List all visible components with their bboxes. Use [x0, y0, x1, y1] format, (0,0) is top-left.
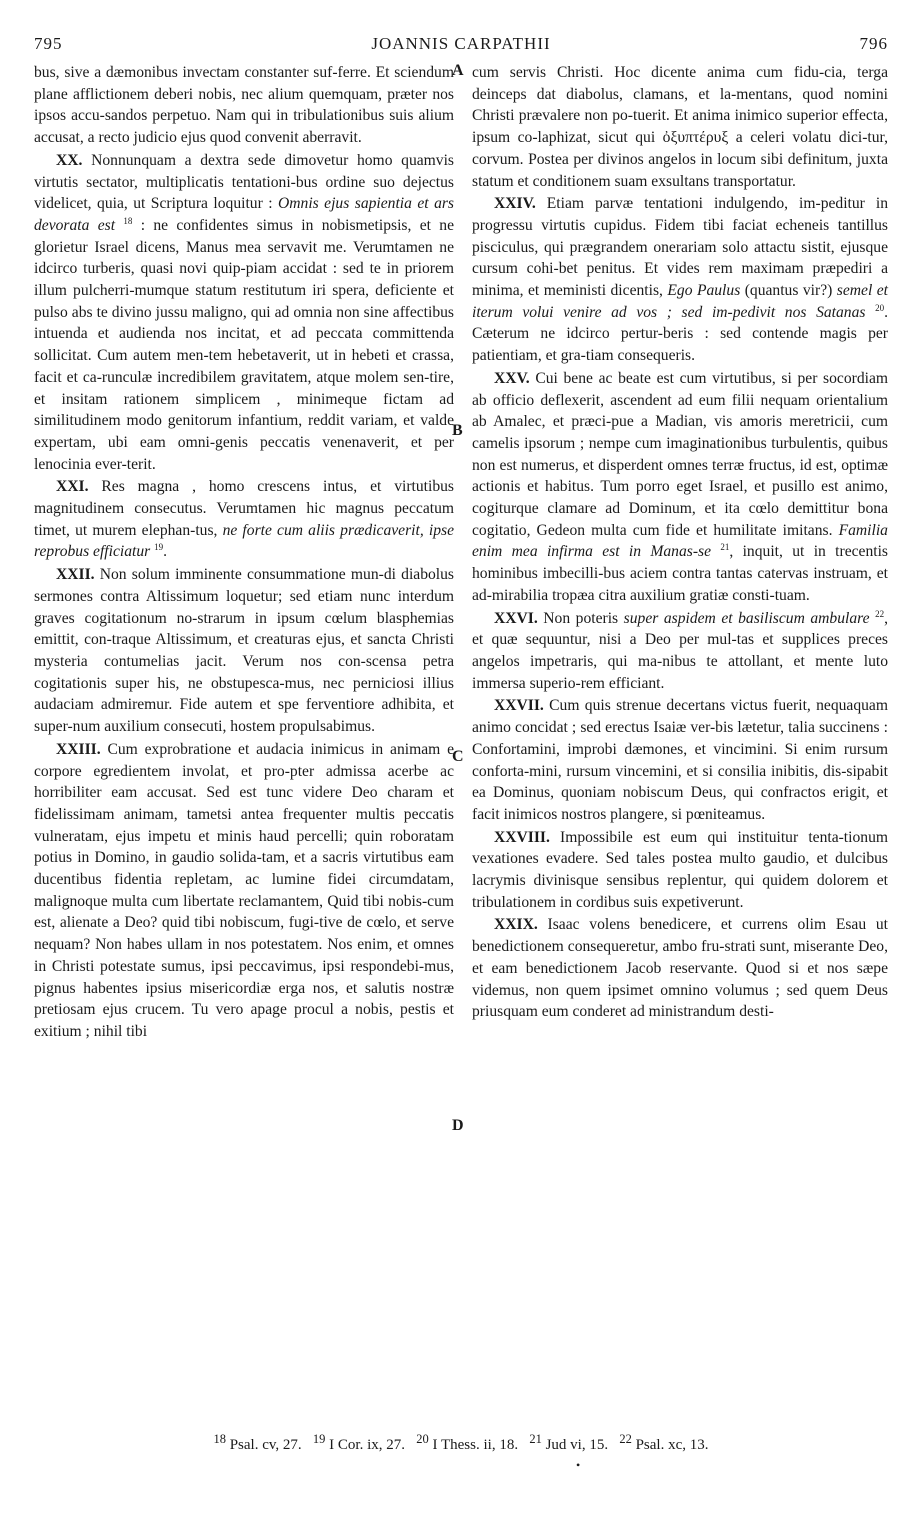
section-number: XXIV.	[494, 195, 536, 213]
paragraph-20: XX. Nonnunquam a dextra sede dimovetur homo quamvis virtutis sectator, multiplicatis tentationi-bus ordine suo dejectus videlicet, quia, ut Scriptura loquitur : Omnis ejus sapientia et ars devorata est $^{18}$ : ne confidentes simus in nobismetipsis, et ne glorietur Israel dicens, Manus mea servavit me. Verumtamen ne idcirco turberis, quasi novi quip-piam accidat : sed te in priorem illum pulcherri-mumque statum restitutum iri spera, deficiente et pulso abs te divino jussu maligno, qui ad omnia non sine affectibus intuenda et audienda nos incitat, et ad peccata committenda sollicitat. Cum autem men-tem hebetaverit, ut in hebeti et crassa, facit et ca-runculæ incredibilem gravitatem, atque molem sen-tire, et insitam rationem simplicem , minimeque fictam ad similitudinem modo genitorum infantium, reddit variam, et valde expertam, ubi eam omni-genis peccatis venenaverit, et per lenocinia ever-terit.	[34, 151, 454, 473]
page-number-right: 796	[859, 34, 888, 53]
footnotes	[34, 1432, 888, 1454]
footnote-number: 22	[619, 1432, 632, 1446]
trailing-mark: •	[576, 1458, 581, 1472]
footnote-number: 19	[312, 1432, 326, 1446]
section-number: XXII.	[56, 566, 95, 584]
footnote-text: Jud vi, 15.	[545, 1437, 609, 1453]
paragraph-25: XXV. Cui bene ac beate est cum virtutibus, si per socordiam ab officio deflexerit, ascendent ad eum filii nequam orientalium ab Amalec, et præci-pue a Madian, vis amoris meretricii, cum camelis ipsorum ; nempe cum imaginationibus turbulentis, quibus non est numerus, et disperdent omnes terræ fructus, id est, optimæ actionis et habitus. Tum porro eget Israel, et pusillo est animo, cogiturque clamare ad Dominum, et ita cœlo demittitur bona cogitatio, Gedeon multa cum fide et humilitate imitans. Familia enim mea infirma est in Manas-se $^{21}$, inquit, ut in trecentis hominibus imbecilli-bus aciem contra tantas catervas instruam, et ad-mirabilia tropæa citra auxilium gratiæ consti-tuam.	[472, 369, 888, 604]
paragraph-26: XXVI. Non poteris super aspidem et basiliscum ambulare $^{22}$, et quæ sequuntur, nisi a Deo per mul-tas et supplices preces angelos impetraris, qui ma-nibus te attollant, et mente luto immersa superio-rem efficiant.	[472, 608, 888, 692]
paragraph-28: XXVIII. Impossibile est eum qui instituitur tenta-tionum vexationes evadere. Sed tales postea multo gaudio, et dulcibus lacrymis divinisque sensibus replentur, qui quidem dolorem et tribulationem in cordibus suis expetiverunt.	[472, 828, 888, 911]
footnote-ref: 20	[875, 302, 885, 313]
margin-letter-d: D	[452, 1117, 464, 1134]
section-number: XXIII.	[56, 740, 101, 758]
left-column	[34, 62, 454, 1043]
footnote-text: Psal. xc, 13.	[635, 1437, 709, 1453]
paragraph-intro: bus, sive a dæmonibus invectam constanter suf-ferre. Et sciendum plane afflictionem deberi nobis, nec alium quemquam, præter nos ipsos accu-sandos perpetuo. Nam qui in tribulationibus suis alium accusat, a recto judicio ejus quod convenit aberravit.	[34, 64, 454, 147]
footnote-number: 18	[213, 1432, 226, 1446]
page-number-left: 795	[34, 34, 63, 53]
paragraph-22: XXII. Non solum imminente consummatione mun-di diabolus sermones contra Altissimum loquetur; sed etiam nunc interdum graves cogitationum no-strarum in ipsum cœlum blasphemias emittit, con-traque Altissimum, et creaturas ejus, et sancta Christi mysteria contumelias jacit. Verum nos con-scensa petra cogitationis super his, ne obstupesca-mus, nec perniciosi illius audaciam admiremur. Fide autem et spe ferventiore adhibita, et super-num auxilium consecuti, hostem propulsabimus.	[34, 566, 454, 736]
paragraph-21: XXI. Res magna , homo crescens intus, et virtutibus magnitudinem consecutus. Verumtamen hic magnus peccatum timet, ut murem elephan-tus, ne forte cum aliis prædicaverit, ipse reprobus efficiatur $^{19}$.	[34, 478, 455, 561]
paragraph-23: XXIII. Cum exprobratione et audacia inimicus in animam e corpore egredientem involat, et pro-pter admissa acerbe ac horribiliter eam accusat. Sed est tunc videre Deo charam et fidelissimam animam, tametsi antea frequenter multis peccatis vulneratam, ejus impetu et minis haud percelli; quin roboratam potius in Domino, in gaudio solida-tam, et a sacris virtutibus eam ducentibus fidentia repletam, ac lumine fidei circumdatam, malignoque multa cum libertate reclamantem, Quid tibi nobis-cum est, alienate a Deo? quid tibi nobiscum, fugi-tive de cœlo, et serve nequam? Non habes ullam in nos potestatem. Nos enim, et omnes in Christi potestate sumus, ipsi peccavimus, ipsi respondebi-mus, pignus habentes ipsius misericordiæ erga nos, et salutis nostræ pretiosam ejus crucem. Tu vero apage procul a nobis, pestis et exitium ; nihil tibi	[34, 740, 454, 1040]
footnote-number: 21	[529, 1432, 542, 1446]
section-number: XXV.	[494, 369, 530, 387]
paragraph-23-continued: cum servis Christi. Hoc dicente anima cum fidu-cia, terga deinceps dat diabolus, clamans, et la-mentans, quod nomini Christi prævalere non po-tuerit. Et anima inimico superior effecta, ipsum co-laphizat, sicut qui ὀξυπτέρυξ a celeri volatu dici-tur, corvum. Postea per divinos angelos in locum sibi definitum, juxta statum et conditionem suam exsultans transportatur.	[472, 64, 888, 190]
section-number: XX.	[56, 151, 83, 169]
footnote-ref: 21	[720, 542, 730, 553]
right-column	[472, 62, 888, 1023]
section-number: XXVIII.	[494, 828, 550, 846]
paragraph-29: XXIX. Isaac volens benedicere, et currens olim Esau ut benedictionem consequeretur, ambo fru-strati sunt, miserante Deo, et eam benedictionem Jacob reservante. Quod si et nos sæpe videmus, non quem ipsimet omnino volumus ; sed quem Deus priusquam eum conderet ad ministrandum desti-	[472, 916, 889, 1021]
footnote-ref: 18	[123, 215, 133, 226]
footnote-number: 20	[416, 1432, 429, 1446]
margin-letter-a: A	[452, 62, 464, 79]
section-number: XXVI.	[494, 609, 538, 627]
margin-letter-b: B	[452, 422, 463, 439]
section-number: XXI.	[56, 478, 89, 496]
paragraph-27: XXVII. Cum quis strenue decertans victus fuerit, nequaquam animo concidat ; sed erectus Isaiæ ver-bis lætetur, talia succinens : Confortamini, improbi dæmones, et vincimini. Si enim rursum conforta-mini, rursum vincemini, et si consilia inibitis, dis-sipabit ea Dominus, quoniam nobiscum Deus, qui confractos erigit, et facit inimicos nostros plangere, si pœniteamus.	[472, 697, 888, 823]
section-number: XXVII.	[494, 697, 544, 715]
footnote-text: I Thess. ii, 18.	[432, 1437, 519, 1453]
margin-letter-c: C	[452, 748, 464, 765]
section-number: XXIX.	[494, 916, 538, 934]
footnote-ref: 22	[875, 608, 885, 619]
paragraph-24: XXIV. Etiam parvæ tentationi indulgendo, im-peditur in progressu virtutis cupidus. Fidem tibi faciat echeneis tantillus pisciculus, qui prægrandem onerariam solo attactu sistit, ejusque cursum cohi-bet penitus. Et vides rem maximam præpediri a minima, et meministi dicentis, Ego Paulus (quantus vir?) semel et iterum volui venire ad vos ; sed im-pedivit nos Satanas $^{20}$. Cæterum ne idcirco pertur-beris : sed contende magis per patientiam, et gra-tiam consequeris.	[472, 195, 888, 365]
running-title: JOANNIS CARPATHII	[371, 34, 551, 53]
footnote-text: Psal. cv, 27.	[229, 1437, 302, 1453]
footnote-ref: 19	[154, 542, 164, 553]
page-header	[34, 34, 888, 58]
footnote-text: I Cor. ix, 27.	[329, 1437, 406, 1453]
